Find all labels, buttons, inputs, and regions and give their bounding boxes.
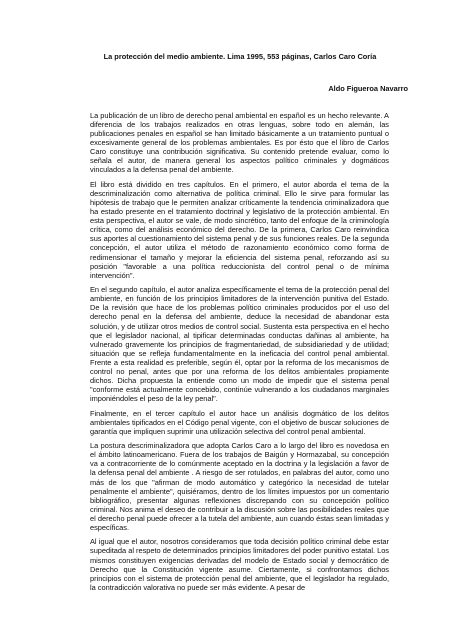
paragraph-2: El libro está dividido en tres capítulos. En el primero, el autor aborda el tema de la descriminalización como alternativa de política criminal. Ello le sirve para formular las hipótesis de trabajo que le permiten analizar críticamente la tendencia criminalizadora que ha estado presente en el tratamiento doctrinal y legislativo de la protección ambiental. En esta perspectiva, el autor se vale, de modo sincrético, tanto del enfoque de la criminología crítica, como del análisis económico del derecho. De la primera, Carlos Caro reinvindica sus aportes al cuestionamiento del sistema penal y de sus funciones reales. De la segunda concepción, el autor utiliza el método de razonamiento económico como forma de redimensionar el tamaño y mejorar la eficiencia del sistema penal, reforzando así su posición "favorable a una política reduccionista del control penal o de mínima intervención". (90, 179, 389, 280)
document-body (90, 111, 389, 597)
paragraph-5: La postura descriminalizadora que adopta Carlos Caro a lo largo del libro es novedosa en el ámbito latinoamericano. Fuera de los trabajos de Baigún y Hormazabal, su concepción va a contracorriente de lo comúnmente aceptado en la doctrina y la legislación a favor de la defensa penal del ambiente . A riesgo de ser rotulados, en palabras del autor, como uno más de los que "afirman de modo automático y categórico la necesidad de tutelar penalmente el ambiente", quisiéramos, dentro de los límites impuestos por un comentario bibliográfico, presentar algunas reflexiones discrepando con su concepción político criminal. Nos anima el deseo de contribuir a la discusión sobre las posibilidades reales que el derecho penal puede ofrecer a la tutela del ambiente, aun cuando éstas sean limitadas y específicas. (90, 441, 389, 532)
paragraph-4: Finalmente, en el tercer capítulo el autor hace un análisis dogmático de los delitos ambientales tipificados en el Código penal vigente, con el objetivo de buscar soluciones de garantía que impliquen suprimir una utilización selectiva del control penal ambiental. (90, 408, 389, 436)
document-author: Aldo Figueroa Navarro (328, 84, 408, 93)
paragraph-1: La publicación de un libro de derecho penal ambiental en español es un hecho relevante. A diferencia de los trabajos realizados en otras lenguas, sobre todo en alemán, las publicaciones penales en español se han limitado básicamente a un tratamiento puntual o excesivamente general de los problemas ambientales. Es por ésto que el libro de Carlos Caro constituye una contribución significativa. Su contenido pretende evaluar, como lo señala el autor, de manera general los aspectos político criminales y dogmáticos vinculados a la defensa penal del ambiente. (90, 111, 389, 175)
document-title: La protección del medio ambiente. Lima 1995, 553 páginas, Carlos Caro Coría (103, 52, 377, 61)
paragraph-3: En el segundo capítulo, el autor analiza específicamente el tema de la protección penal del ambiente, en función de los principios limitadores de la intervención punitiva del Estado. De la revisión que hace de los problemas político criminales producidos por el uso del derecho penal en la defensa del ambiente, deduce la necesidad de abandonar esta solución, y de utilizar otros medios de control social. Sustenta esta perspectiva en el hecho que el legislador nacional, al tipificar determinadas conductas dañinas al ambiente, ha vulnerado gravemente los principios de fragmentariedad, de subsidiariedad y de utilidad; situación que se refleja fundamentalmente en la ineficacia del control penal ambiental. Frente a esta realidad es preferible, según él, optar por la reforma de los mecanismos de control no penal, antes que por una reforma de los delitos ambientales propiamente dichos. Dicha propuesta la entiende como un modo de impedir que el sistema penal "conforme está actualmente concebido, continúe vulnerando a los ciudadanos marginales imponiéndoles el peso de la ley penal". (90, 285, 389, 404)
paragraph-6: Al igual que el autor, nosotros consideramos que toda decisión político criminal debe estar supeditada al respeto de determinados principios limitadores del poder punitivo estatal. Los mismos constituyen exigencias derivadas del modelo de Estado social y democrático de Derecho que la Constitución vigente asume. Ciertamente, si confrontamos dichos principios con el sistema de protección penal del ambiente, que el legislador ha regulado, la contradicción valorativa no puede ser más evidente. A pesar de (90, 537, 389, 592)
